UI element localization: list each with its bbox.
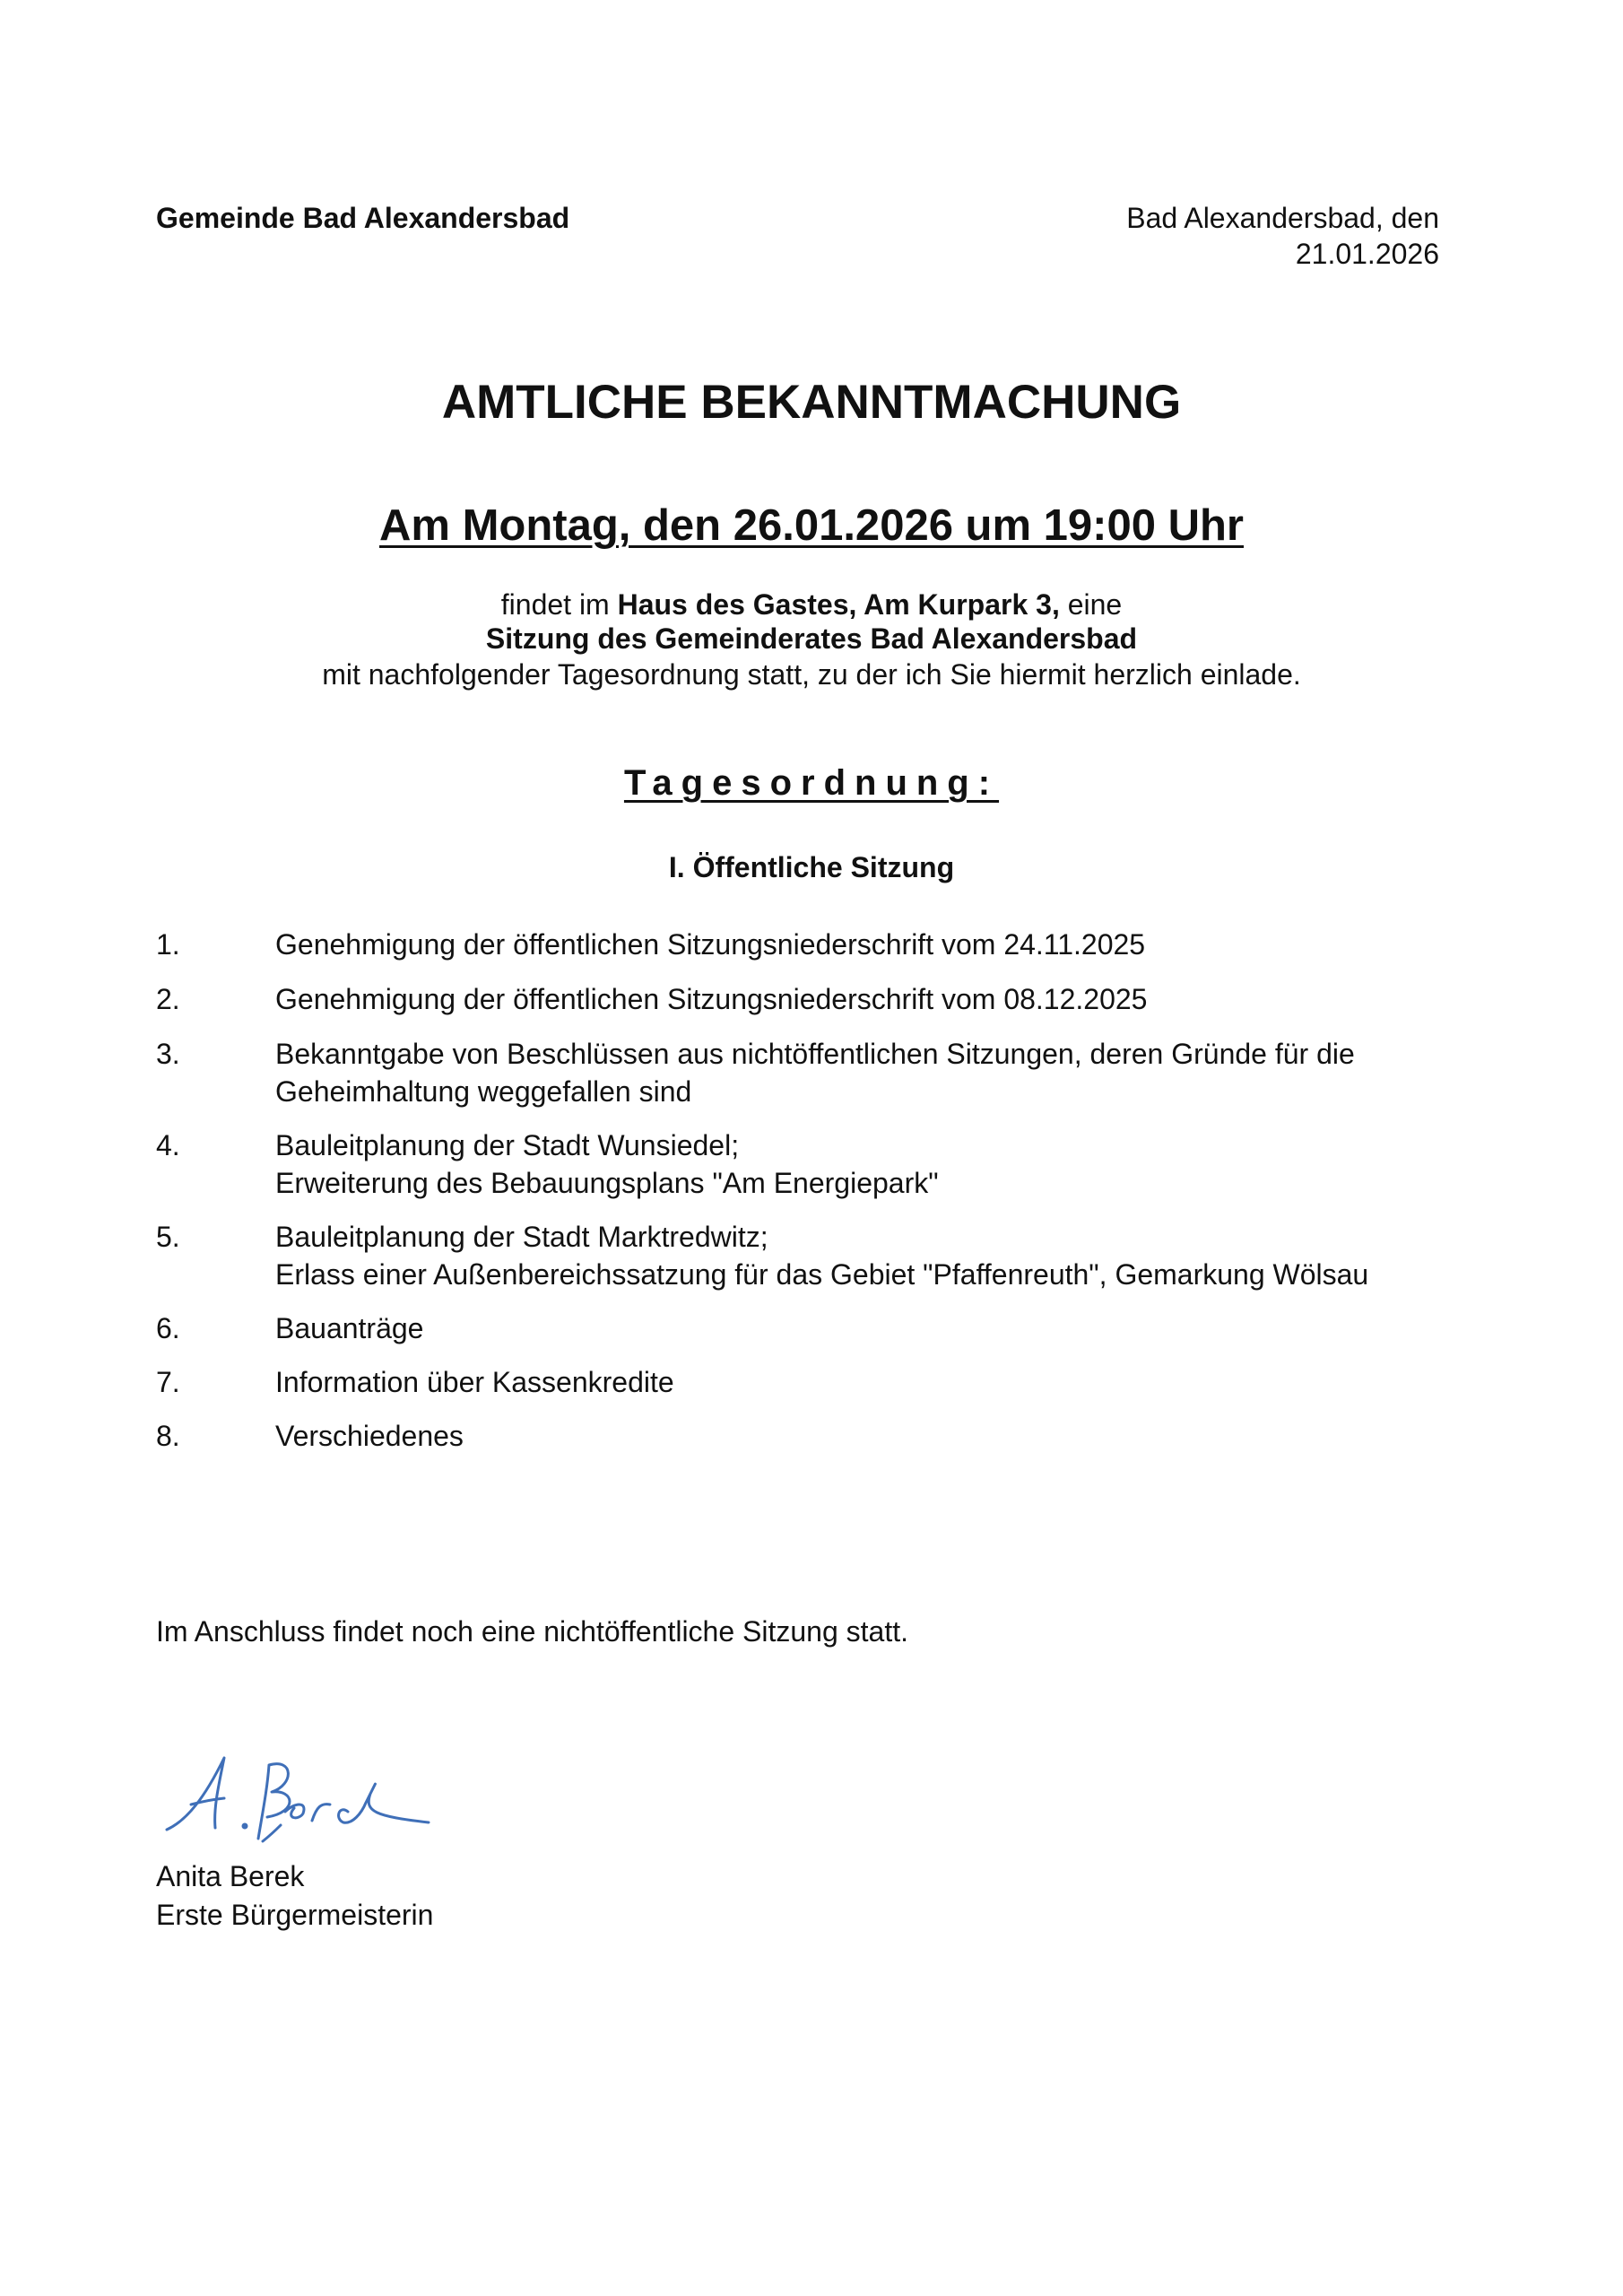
agenda-item-text: Information über Kassenkredite bbox=[275, 1366, 674, 1398]
venue: Haus des Gastes, Am Kurpark 3, bbox=[617, 588, 1060, 621]
agenda-item-number: 2. bbox=[156, 983, 180, 1015]
section-heading: I. Öffentliche Sitzung bbox=[668, 851, 955, 883]
agenda-item-number: 3. bbox=[156, 1038, 180, 1070]
agenda-item-number: 4. bbox=[156, 1129, 180, 1161]
municipality-name: Gemeinde Bad Alexandersbad bbox=[156, 202, 570, 234]
agenda-item-text: Geheimhaltung weggefallen sind bbox=[275, 1075, 692, 1108]
agenda-item-text: Bauleitplanung der Stadt Marktredwitz; bbox=[275, 1221, 768, 1253]
intro-line-1 bbox=[0, 587, 1623, 622]
intro-text: findet im bbox=[500, 588, 618, 621]
agenda-item-text: Erweiterung des Bebauungsplans "Am Energiepark" bbox=[275, 1167, 939, 1199]
agenda-item-number: 5. bbox=[156, 1221, 180, 1253]
agenda-item-number: 7. bbox=[156, 1366, 180, 1398]
document-date: 21.01.2026 bbox=[1295, 238, 1439, 270]
closing-note: Im Anschluss findet noch eine nichtöffentliche Sitzung statt. bbox=[156, 1615, 909, 1648]
agenda-item-number: 1. bbox=[156, 928, 180, 961]
agenda-heading-text: Tagesordnung: bbox=[623, 763, 1000, 803]
agenda-item-text: Bauleitplanung der Stadt Wunsiedel; bbox=[275, 1129, 740, 1161]
agenda-item-text: Verschiedenes bbox=[275, 1420, 464, 1452]
intro-line-2: Sitzung des Gemeinderates Bad Alexandersbad bbox=[485, 622, 1138, 655]
agenda-heading bbox=[0, 761, 1623, 804]
signer-name: Anita Berek bbox=[156, 1860, 305, 1892]
meeting-date-text: Am Montag, den 26.01.2026 um 19:00 Uhr bbox=[379, 501, 1244, 550]
agenda-item-text: Genehmigung der öffentlichen Sitzungsniederschrift vom 08.12.2025 bbox=[275, 983, 1148, 1015]
signer-role: Erste Bürgermeisterin bbox=[156, 1899, 434, 1931]
agenda-item-text: Bauanträge bbox=[275, 1312, 424, 1344]
signature-image bbox=[160, 1749, 438, 1848]
agenda-item-text: Erlass einer Außenbereichssatzung für das Gebiet "Pfaffenreuth", Gemarkung Wölsau bbox=[275, 1258, 1369, 1291]
meeting-date bbox=[0, 500, 1623, 552]
agenda-item-text: Bekanntgabe von Beschlüssen aus nichtöffentlichen Sitzungen, deren Gründe für die bbox=[275, 1038, 1355, 1070]
agenda-item-number: 8. bbox=[156, 1420, 180, 1452]
agenda-item-text: Genehmigung der öffentlichen Sitzungsniederschrift vom 24.11.2025 bbox=[275, 928, 1146, 961]
agenda-item-number: 6. bbox=[156, 1312, 180, 1344]
intro-text: eine bbox=[1059, 588, 1123, 621]
intro-line-3: mit nachfolgender Tagesordnung statt, zu der ich Sie hiermit herzlich einlade. bbox=[322, 658, 1301, 691]
page-title: AMTLICHE BEKANNTMACHUNG bbox=[441, 376, 1182, 429]
place-line: Bad Alexandersbad, den bbox=[1126, 202, 1439, 234]
